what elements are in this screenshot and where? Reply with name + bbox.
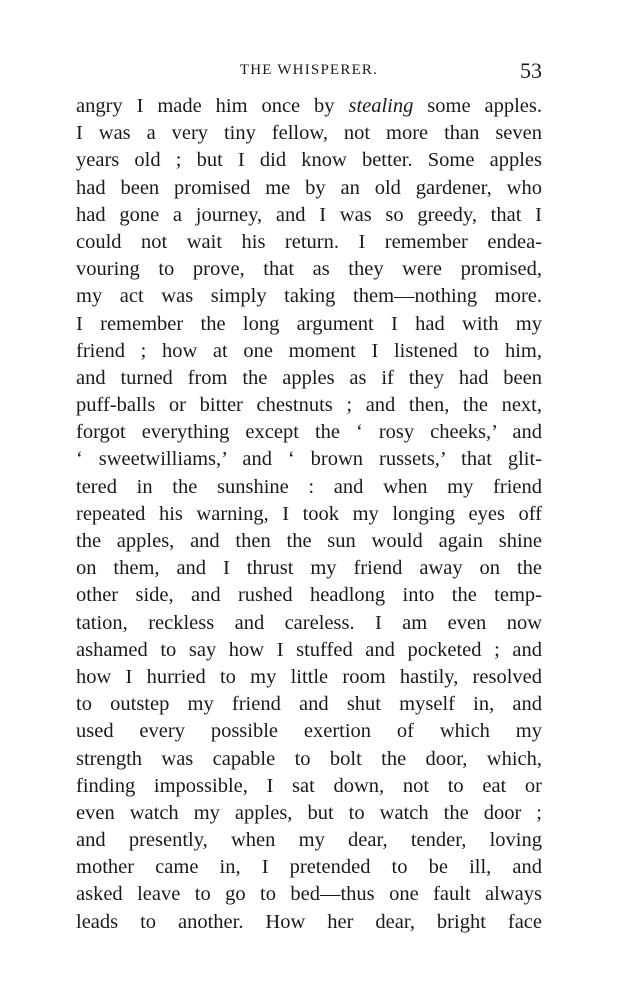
text-line: ashamed to say how I stuffed and pocketed ; and <box>76 638 542 661</box>
text-line: forgot everything except the ‘ rosy cheeks,’ and <box>76 421 542 444</box>
text-line: how I hurried to my little room hastily, resolved <box>76 665 542 688</box>
text-line: even watch my apples, but to watch the door ; <box>76 801 542 824</box>
emphasized-word: stealing <box>348 95 414 117</box>
text-line <box>76 93 542 120</box>
text-line: my act was simply taking them—nothing more. <box>76 285 542 308</box>
text-line: mother came in, I pretended to be ill, and <box>76 856 542 879</box>
text-line: ‘ sweetwilliams,’ and ‘ brown russets,’ that glit- <box>76 448 542 471</box>
page-number: 53 <box>520 58 542 83</box>
text-line: tered in the sunshine : and when my friend <box>76 475 542 498</box>
text-line: had gone a journey, and I was so greedy, that I <box>76 203 542 226</box>
text-line: tation, reckless and careless. I am even now <box>76 611 542 634</box>
text-line: I was a very tiny fellow, not more than seven <box>76 122 542 145</box>
text-line: on them, and I thrust my friend away on the <box>76 557 542 580</box>
text-line: had been promised me by an old gardener, who <box>76 176 542 199</box>
text-line: asked leave to go to bed—thus one fault always <box>76 883 542 906</box>
text-line-end: some apples. <box>413 95 542 117</box>
text-line: finding impossible, I sat down, not to eat or <box>76 774 542 797</box>
text-line: I remember the long argument I had with my <box>76 312 542 335</box>
text-line: repeated his warning, I took my longing eyes off <box>76 502 542 525</box>
text-line: friend ; how at one moment I listened to him, <box>76 339 542 362</box>
text-line: vouring to prove, that as they were promised, <box>76 258 542 281</box>
text-line: the apples, and then the sun would again shine <box>76 530 542 552</box>
text-line: and presently, when my dear, tender, loving <box>76 829 542 852</box>
text-line: puff-balls or bitter chestnuts ; and then, the next, <box>76 394 542 417</box>
text-line-start: angry I made him once by <box>76 95 349 117</box>
text-line: and turned from the apples as if they had been <box>76 366 542 389</box>
text-line: other side, and rushed headlong into the temp- <box>76 584 542 607</box>
text-line: leads to another. How her dear, bright face <box>76 910 542 933</box>
text-line: to outstep my friend and shut myself in, and <box>76 693 542 716</box>
text-line: could not wait his return. I remember endea- <box>76 230 542 253</box>
running-head <box>76 58 542 86</box>
text-line: used every possible exertion of which my <box>76 720 542 743</box>
running-title: THE WHISPERER. <box>239 62 379 78</box>
text-line: strength was capable to bolt the door, which, <box>76 747 542 770</box>
text-line: years old ; but I did know better. Some apples <box>76 149 542 172</box>
body-text <box>76 93 542 936</box>
